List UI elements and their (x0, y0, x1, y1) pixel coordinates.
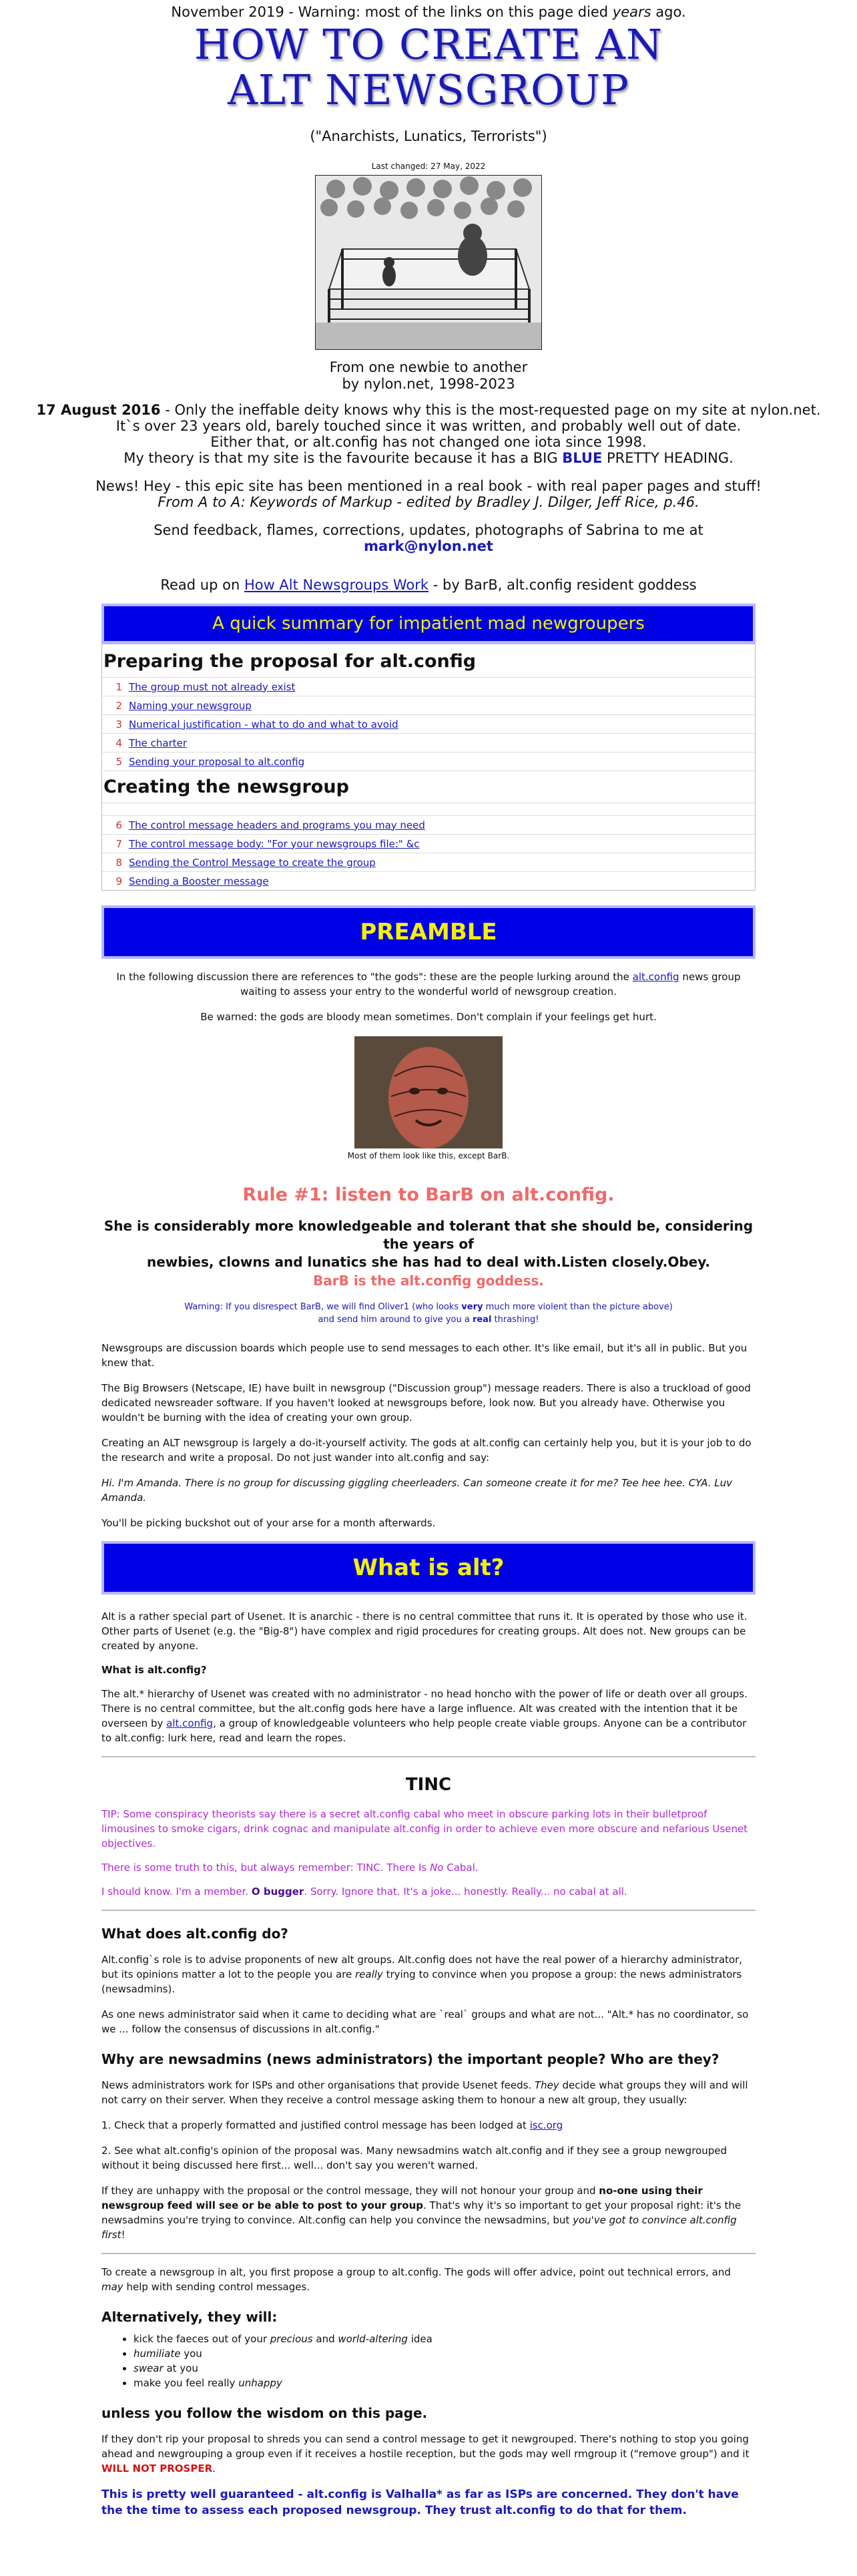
list-item: • swear at you (133, 2361, 756, 2376)
toc-link[interactable]: The control message headers and programs you may need (129, 819, 425, 831)
preamble-p6: Hi. I'm Amanda. There is no group for discussing giggling cheerleaders. Can someone create it for me? Tee hee hee. CYA. Luv Amanda. (101, 1477, 732, 1504)
preamble-p3: Newsgroups are discussion boards which people use to send messages to each other. It's like email, but it's all in public. But you knew that. (101, 1342, 748, 1369)
preamble-p5: Creating an ALT newsgroup is largely a do-it-yourself activity. The gods at alt.config can certainly help you, but it is your job to do the research and write a proposal. Do not just wander into alt.config and say: (101, 1437, 752, 1464)
step-1: 1. Check that a properly formatted and justified control message has been lodged at isc.org (101, 2119, 563, 2131)
how-alt-works-link[interactable]: How Alt Newsgroups Work (244, 577, 429, 593)
what-do-p1: Alt.config`s role is to advise proponents of new alt groups. Alt.config does not have the real power of a hierarchy administrator, but its opinions matter a lot to the people you are really trying to convince when you propose a group: the news administrators (newsadmins). (101, 1954, 743, 1995)
byline (0, 359, 857, 393)
toc-link[interactable]: The charter (129, 736, 188, 749)
what-do-p2: As one news administrator said when it came to deciding what are `real` groups and what are not... "Alt.* has no coordinator, so we ... follow the consensus of discussions in alt.config." (101, 2008, 749, 2035)
toc-row (102, 853, 755, 871)
list-item: • kick the faeces out of your precious and world-altering idea (133, 2332, 756, 2346)
toc-row (102, 871, 755, 890)
last-changed: Last changed: 27 May, 2022 (371, 162, 486, 171)
toc-row (102, 834, 755, 853)
tinc-heading: TINC (405, 1775, 452, 1795)
toc-link[interactable]: Numerical justification - what to do and what to avoid (129, 718, 398, 730)
page-title (0, 20, 857, 114)
subtitle: ("Anarchists, Lunatics, Terrorists") (310, 128, 547, 144)
news-line-1: News! Hey - this epic site has been mentioned in a real book - with real paper pages and stuff! (95, 478, 762, 494)
intro-line-2: It`s over 23 years old, barely touched since it was written, and probably well out of date. (115, 418, 742, 434)
what-is-alt-p2: The alt.* hierarchy of Usenet was created with no administrator - no head honcho with the power of life or death over all groups. There is no central committee, but the alt.config gods here have a large influence. Alt was created with the intention that it be overseen by alt.config, a group of knowledgeable volunteers who help people create viable groups. Anyone can be a contributor to alt.config: lurk here, read and learn the ropes. (101, 1688, 748, 1744)
preamble (101, 905, 756, 1530)
tinc-member: I should know. I'm a member. O bugger. Sorry. Ignore that. It's a joke... honestly. Really... no cabal at all. (101, 1886, 627, 1898)
news-line-2: From A to A: Keywords of Markup - edited by Bradley J. Dilger, Jeff Rice, p.46. (158, 494, 699, 510)
preamble-p7: You'll be picking buckshot out of your arse for a month afterwards. (101, 1517, 436, 1529)
toc-number: 1 (115, 680, 122, 693)
toc-section-1: Preparing the proposal for alt.config (103, 651, 477, 672)
tinc-truth: There is some truth to this, but always remember: TINC. There Is No Cabal. (101, 1862, 479, 1874)
intro-line-3: Either that, or alt.config has not changed one iota since 1998. (210, 434, 647, 450)
toc-number: 4 (115, 736, 122, 749)
toc-heading: A quick summary for impatient mad newgroupers (101, 604, 756, 644)
toc-row (102, 714, 755, 733)
feedback (0, 522, 857, 554)
what-is-alt (101, 1541, 756, 2519)
toc-row (102, 752, 755, 771)
photo-caption: Most of them look like this, except BarB. (347, 1151, 510, 1160)
toc-number: 9 (115, 875, 122, 887)
preamble-p4: The Big Browsers (Netscape, IE) have built in newsgroup ("Discussion group") message readers. There is also a truckload of good dedicated newsreader software. If you haven't looked at newsgroups before, look now. But you already have. Otherwise you wouldn't be burning with the idea of creating your own group. (101, 1382, 751, 1424)
unless-heading: unless you follow the wisdom on this page. (101, 2405, 428, 2421)
tinc-tip: TIP: Some conspiracy theorists say there is a secret alt.config cabal who meet in obscure parking lots in their bulletproof limousines to smoke cigars, drink cognac and manipulate alt.config in order to achieve even more obscure and nefarious Usenet objectives. (101, 1808, 748, 1850)
toc-row (102, 733, 755, 752)
barb-praise: She is considerably more knowledgeable and tolerant that she should be, considering the years of newbies, clowns and lunatics she has had to deal with.Listen closely.Obey. (103, 1218, 754, 1270)
preamble-p1: In the following discussion there are references to "the gods": these are the people lurking around the alt.config news group waiting to assess your entry to the wonderful world of newsgroup creation. (116, 971, 741, 998)
barb-warning: Warning: If you disrespect BarB, we will find Oliver1 (who looks very much more violent than the picture above) and send him around to give you a real thrashing! (184, 1302, 673, 1325)
what-is-alt-heading: What is alt? (101, 1541, 756, 1594)
toc-row (102, 815, 755, 834)
rule-1: Rule #1: listen to BarB on alt.config. (242, 1185, 615, 1205)
byline-line-1: From one newbie to another (329, 359, 528, 375)
what-is-alt-p1: Alt is a rather special part of Usenet. It is anarchic - there is no central committee that runs it. It is operated by those who use it. Other parts of Usenet (e.g. the "Big-8") have complex and rigid procedures for creating groups. Alt does not. New groups can be created by anyone. (101, 1611, 748, 1652)
alt-config-link-2[interactable]: alt.config (166, 1717, 214, 1729)
intro (0, 402, 857, 466)
tattooed-face-photo (354, 1036, 503, 1148)
intro-line-4: My theory is that my site is the favourite because it has a BIG BLUE PRETTY HEADING. (123, 450, 734, 466)
toc-number: 7 (115, 837, 122, 850)
why-newsadmins-heading: Why are newsadmins (news administrators) the important people? Who are they? (101, 2051, 720, 2067)
toc-section-2: Creating the newsgroup (103, 771, 755, 797)
alternatively-heading: Alternatively, they will: (101, 2309, 278, 2325)
toc-row (102, 696, 755, 714)
toc-link[interactable]: Sending the Control Message to create the group (129, 856, 376, 869)
valhalla-note: This is pretty well guaranteed - alt.config is Valhalla* as far as ISPs are concerned. They don't have the the time to assess each proposed newsgroup. They trust alt.config to do that for them. (101, 2488, 739, 2517)
goddess-line: BarB is the alt.config goddess. (313, 1273, 544, 1289)
boxing-cats-cartoon (315, 175, 542, 350)
what-is-alt-config-heading: What is alt.config? (101, 1664, 207, 1676)
toc-link[interactable]: The group must not already exist (129, 680, 296, 693)
toc-link[interactable]: Naming your newsgroup (129, 699, 252, 712)
intro-line-1: 17 August 2016 - Only the ineffable deity knows why this is the most-requested page on my site at nylon.net. (36, 402, 821, 418)
what-do-p5: To create a newsgroup in alt, you first propose a group to alt.config. The gods will offer advice, point out technical errors, and may help with sending control messages. (101, 2266, 731, 2293)
divider (101, 1756, 756, 1757)
divider-2 (101, 1910, 756, 1911)
toc-link[interactable]: The control message body: "For your newsgroups file:" &c (129, 837, 420, 850)
step-2: 2. See what alt.config's opinion of the proposal was. Many newsadmins watch alt.config and if they see a group newgrouped without it being discussed here first... well... don't say you weren't warned. (101, 2145, 727, 2171)
toc-number: 8 (115, 856, 122, 869)
toc-number: 3 (115, 718, 122, 730)
isc-org-link[interactable]: isc.org (529, 2119, 563, 2131)
what-do-p4: If they are unhappy with the proposal or the control message, they will not honour your group and no-one using their newsgroup feed will see or be able to post to your group. That's why it's so important to get your proposal right: it's the newsadmins you're trying to convince. Alt.config can help you convince the newsadmins, but you've got to convince alt.config first! (101, 2185, 742, 2241)
toc-number: 5 (115, 755, 122, 768)
preamble-p2: Be warned: the gods are bloody mean sometimes. Don't complain if your feelings get hurt. (200, 1011, 657, 1023)
toc-number: 6 (115, 819, 122, 831)
list-item: • make you feel really unhappy (133, 2376, 756, 2390)
readup: Read up on How Alt Newsgroups Work - by BarB, alt.config resident goddess (160, 577, 697, 593)
feedback-text: Send feedback, flames, corrections, updates, photographs of Sabrina to me at (154, 522, 703, 538)
title-line-1: HOW TO CREATE AN (194, 20, 663, 69)
byline-line-2: by nylon.net, 1998-2023 (342, 376, 515, 392)
email-link[interactable]: mark@nylon.net (364, 538, 493, 554)
list-item: • humiliate you (133, 2346, 756, 2361)
toc (101, 604, 756, 891)
toc-link[interactable]: Sending a Booster message (129, 875, 269, 887)
toc-number: 2 (115, 699, 122, 712)
title-line-2: ALT NEWSGROUP (228, 65, 629, 114)
divider-3 (101, 2253, 756, 2254)
consequences-list (101, 2332, 756, 2390)
toc-row (102, 677, 755, 696)
what-do-p6: If they don't rip your proposal to shreds you can send a control message to get it newgrouped. There's nothing to stop you going ahead and newgrouping a group even if it receives a hostile reception, but the gods may well rmgroup it ("remove group") and it WILL NOT PROSPER. (101, 2433, 750, 2475)
toc-link[interactable]: Sending your proposal to alt.config (129, 755, 305, 768)
what-do-p3: News administrators work for ISPs and other organisations that provide Usenet feeds. They decide what groups they will and will not carry on their server. When they receive a control message asking them to honour a new alt group, they usually: (101, 2079, 748, 2106)
what-does-alt-config-do-heading: What does alt.config do? (101, 1926, 288, 1942)
alt-config-link[interactable]: alt.config (632, 971, 679, 983)
top-warning: November 2019 - Warning: most of the links on this page died years ago. (171, 4, 686, 20)
preamble-heading: PREAMBLE (101, 905, 756, 959)
news (0, 478, 857, 510)
toc-box (101, 644, 756, 891)
